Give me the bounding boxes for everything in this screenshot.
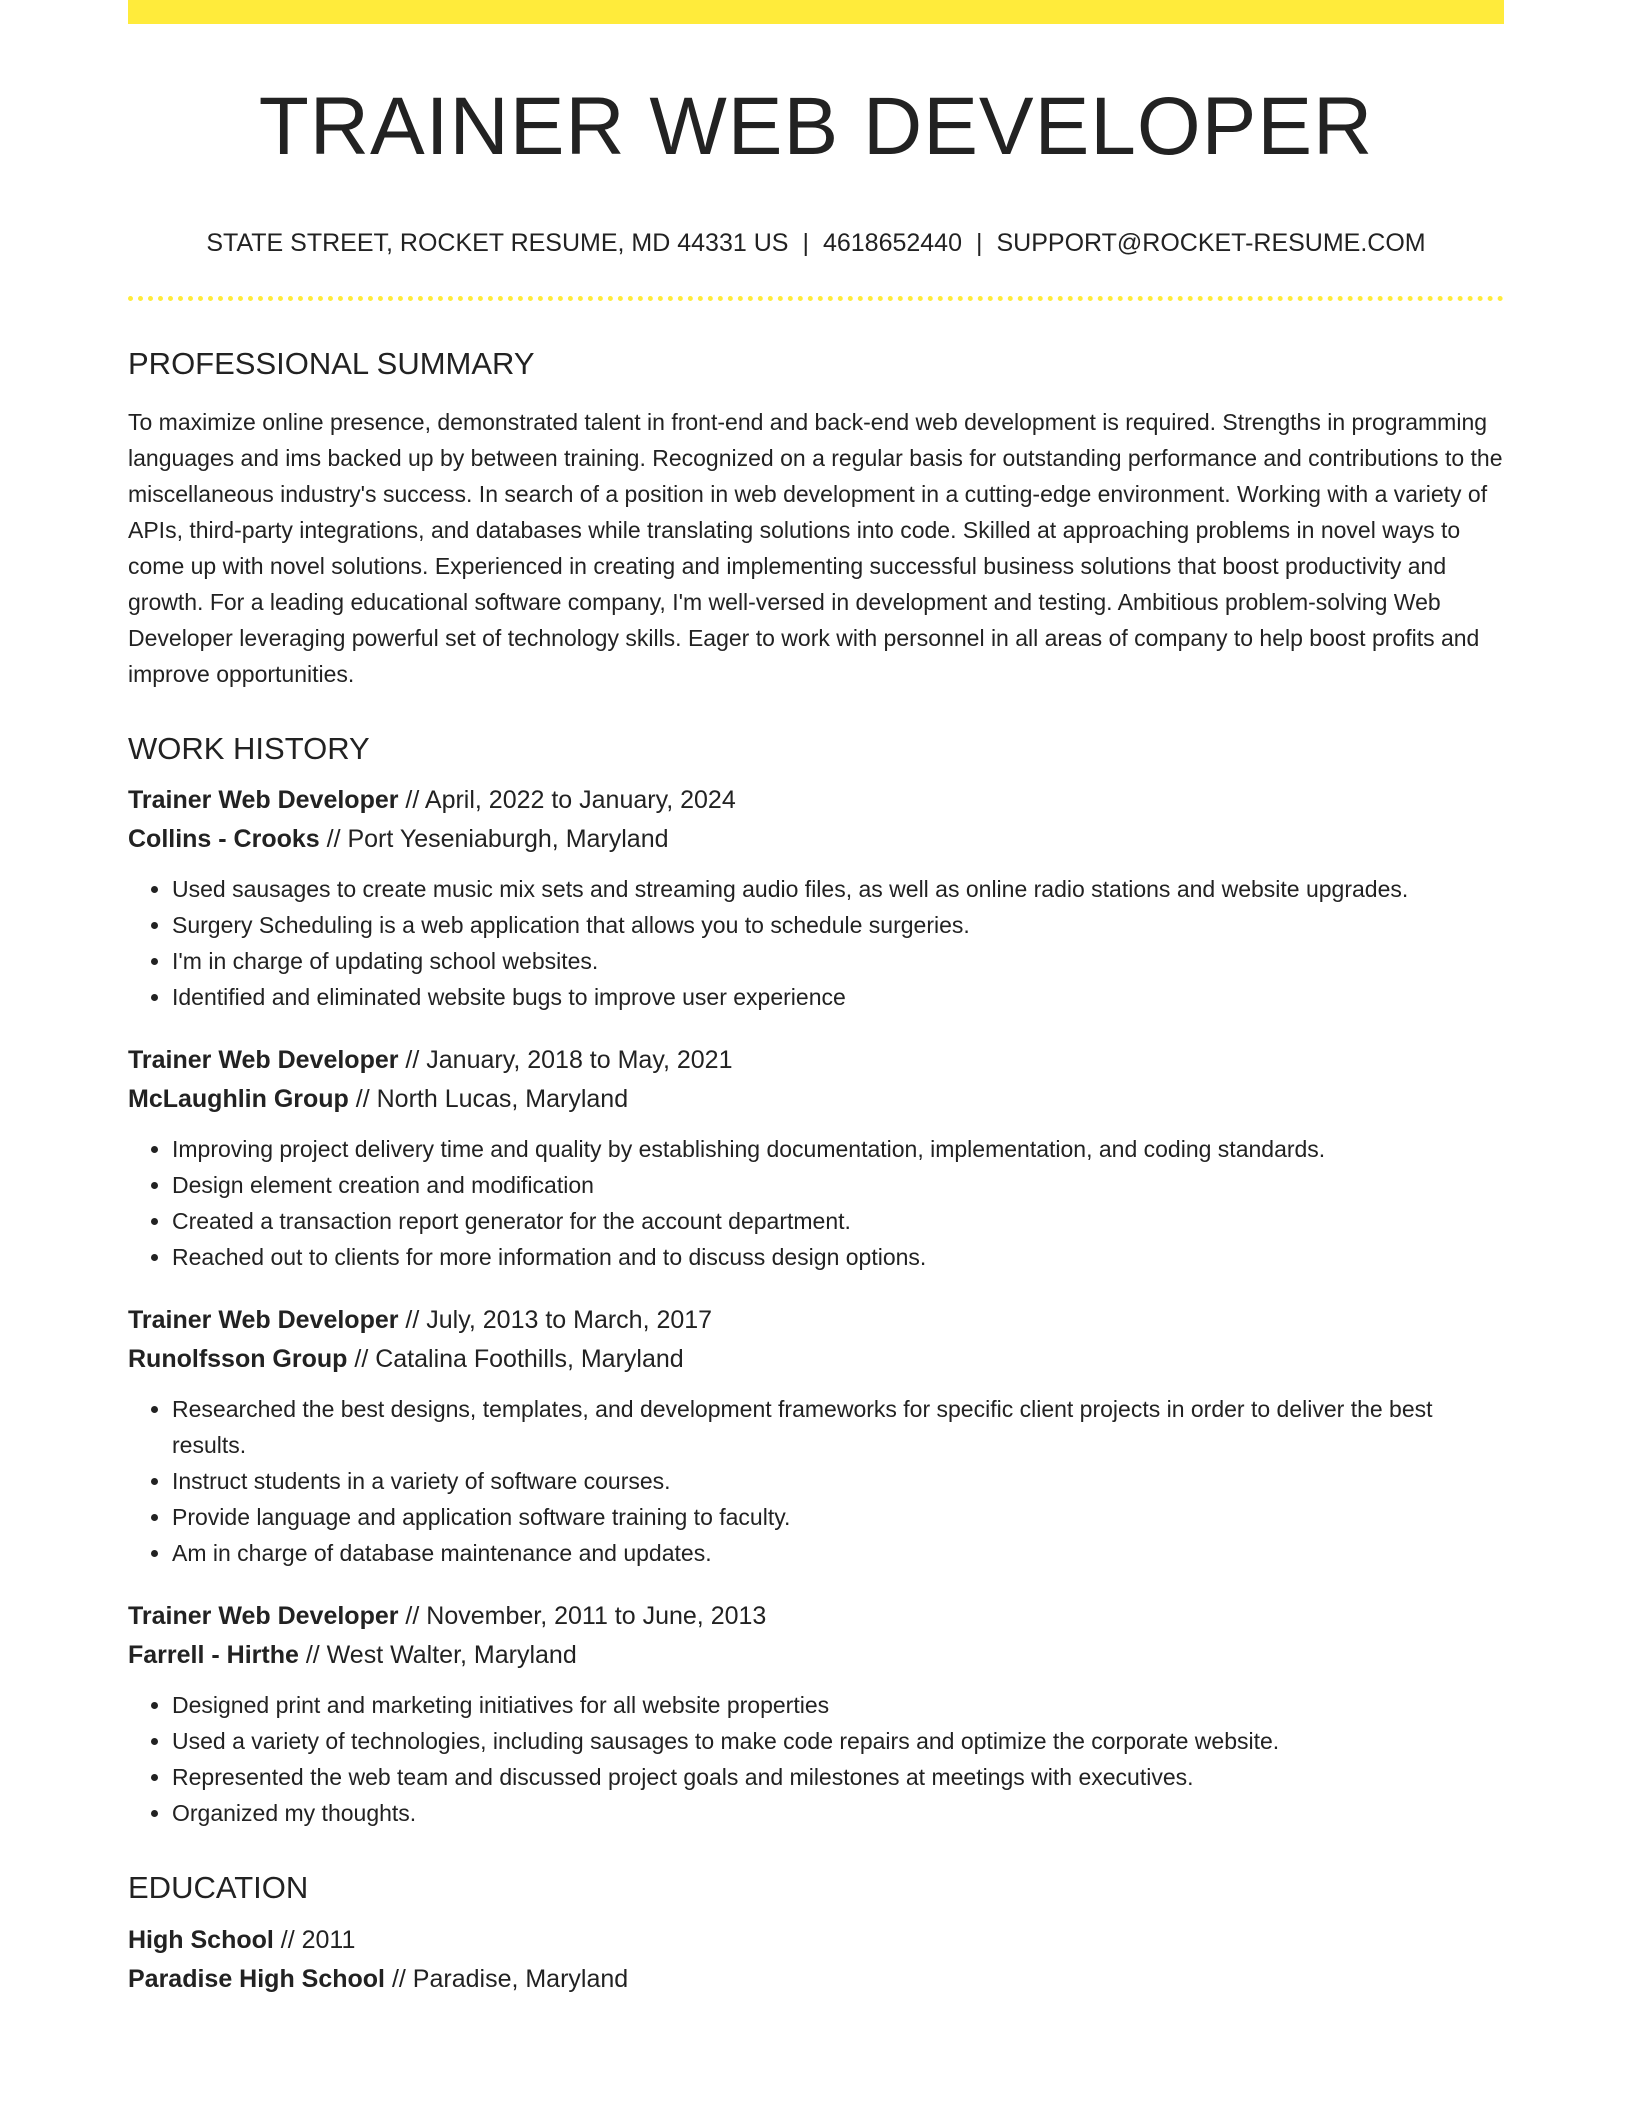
job-entry	[128, 1597, 1504, 1831]
list-item: • Organized my thoughts.	[172, 1795, 1504, 1831]
job-bullets	[128, 871, 1504, 1015]
job-title-line	[128, 1597, 1504, 1636]
list-item: • Design element creation and modification	[172, 1167, 1504, 1203]
list-item: • Represented the web team and discussed project goals and milestones at meetings with executives.	[172, 1759, 1504, 1795]
contact-address: STATE STREET, ROCKET RESUME, MD 44331 US	[206, 229, 789, 258]
list-item: • Improving project delivery time and quality by establishing documentation, implementation, and coding standards.	[172, 1131, 1504, 1167]
education-degree-line	[128, 1921, 1504, 1960]
list-item: • Am in charge of database maintenance and updates.	[172, 1535, 1504, 1571]
job-title-line	[128, 1041, 1504, 1080]
job-bullets	[128, 1687, 1504, 1831]
job-entry	[128, 1041, 1504, 1275]
list-item: • Surgery Scheduling is a web application that allows you to schedule surgeries.	[172, 907, 1504, 943]
accent-top-bar	[128, 0, 1504, 24]
education-entry	[128, 1921, 1504, 1999]
list-item: • Used a variety of technologies, including sausages to make code repairs and optimize the corporate website.	[172, 1723, 1504, 1759]
job-company: Runolfsson Group	[128, 1345, 348, 1374]
education-degree: High School	[128, 1925, 274, 1954]
job-company-line	[128, 820, 1504, 859]
list-item: • Used sausages to create music mix sets and streaming audio files, as well as online radio stations and website upgrades.	[172, 871, 1504, 907]
education-heading: EDUCATION	[128, 1870, 309, 1906]
job-company-line	[128, 1636, 1504, 1675]
list-item: • Provide language and application software training to faculty.	[172, 1499, 1504, 1535]
job-location: // Port Yeseniaburgh, Maryland	[319, 825, 669, 854]
list-item: • I'm in charge of updating school websites.	[172, 943, 1504, 979]
education-year: // 2011	[273, 1925, 356, 1954]
job-role: Trainer Web Developer	[128, 786, 399, 815]
list-item: • Researched the best designs, templates, and development frameworks for specific client projects in order to deliver the best results.	[172, 1391, 1504, 1463]
work-history-heading: WORK HISTORY	[128, 731, 370, 767]
list-item: • Created a transaction report generator for the account department.	[172, 1203, 1504, 1239]
education-location: // Paradise, Maryland	[385, 1964, 629, 1993]
job-role: Trainer Web Developer	[128, 1306, 399, 1335]
job-company: Collins - Crooks	[128, 825, 320, 854]
job-company-line	[128, 1340, 1504, 1379]
contact-email: SUPPORT@ROCKET-RESUME.COM	[996, 229, 1426, 258]
job-title-line	[128, 1301, 1504, 1340]
job-entry	[128, 1301, 1504, 1571]
contact-separator: |	[976, 229, 983, 258]
job-bullets	[128, 1131, 1504, 1275]
dotted-divider	[128, 296, 1504, 301]
job-dates: // November, 2011 to June, 2013	[398, 1602, 767, 1631]
job-company-line	[128, 1080, 1504, 1119]
list-item: • Designed print and marketing initiatives for all website properties	[172, 1687, 1504, 1723]
job-role: Trainer Web Developer	[128, 1602, 399, 1631]
contact-line	[128, 228, 1504, 258]
list-item: • Identified and eliminated website bugs to improve user experience	[172, 979, 1504, 1015]
job-company: McLaughlin Group	[128, 1085, 349, 1114]
job-title-line	[128, 781, 1504, 820]
contact-separator: |	[802, 229, 809, 258]
job-location: // North Lucas, Maryland	[348, 1085, 629, 1114]
resume-name: TRAINER WEB DEVELOPER	[258, 81, 1374, 172]
education-school-line	[128, 1960, 1504, 1999]
job-dates: // January, 2018 to May, 2021	[398, 1046, 733, 1075]
job-location: // West Walter, Maryland	[298, 1641, 577, 1670]
job-dates: // July, 2013 to March, 2017	[398, 1306, 713, 1335]
list-item: • Instruct students in a variety of software courses.	[172, 1463, 1504, 1499]
summary-heading: PROFESSIONAL SUMMARY	[128, 346, 535, 382]
resume-page	[128, 0, 1504, 1999]
contact-phone: 4618652440	[822, 229, 962, 258]
summary-text: To maximize online presence, demonstrated talent in front-end and back-end web development is required. Strengths in programming languages and ims backed up by between training. Recognized on a regular basis for outstanding performance and contributions to the miscellaneous industry's success. In search of a position in web development in a cutting-edge environment. Working with a variety of APIs, third-party integrations, and databases while translating solutions into code. Skilled at approaching problems in novel ways to come up with novel solutions. Experienced in creating and implementing successful business solutions that boost productivity and growth. For a leading educational software company, I'm well-versed in development and testing. Ambitious problem-solving Web Developer leveraging powerful set of technology skills. Eager to work with personnel in all areas of company to help boost profits and improve opportunities.	[128, 409, 1503, 688]
job-company: Farrell - Hirthe	[128, 1641, 299, 1670]
job-bullets	[128, 1391, 1504, 1571]
job-location: // Catalina Foothills, Maryland	[347, 1345, 684, 1374]
list-item: • Reached out to clients for more information and to discuss design options.	[172, 1239, 1504, 1275]
job-role: Trainer Web Developer	[128, 1046, 399, 1075]
job-entry	[128, 781, 1504, 1015]
education-school: Paradise High School	[128, 1964, 386, 1993]
job-dates: // April, 2022 to January, 2024	[398, 786, 736, 815]
